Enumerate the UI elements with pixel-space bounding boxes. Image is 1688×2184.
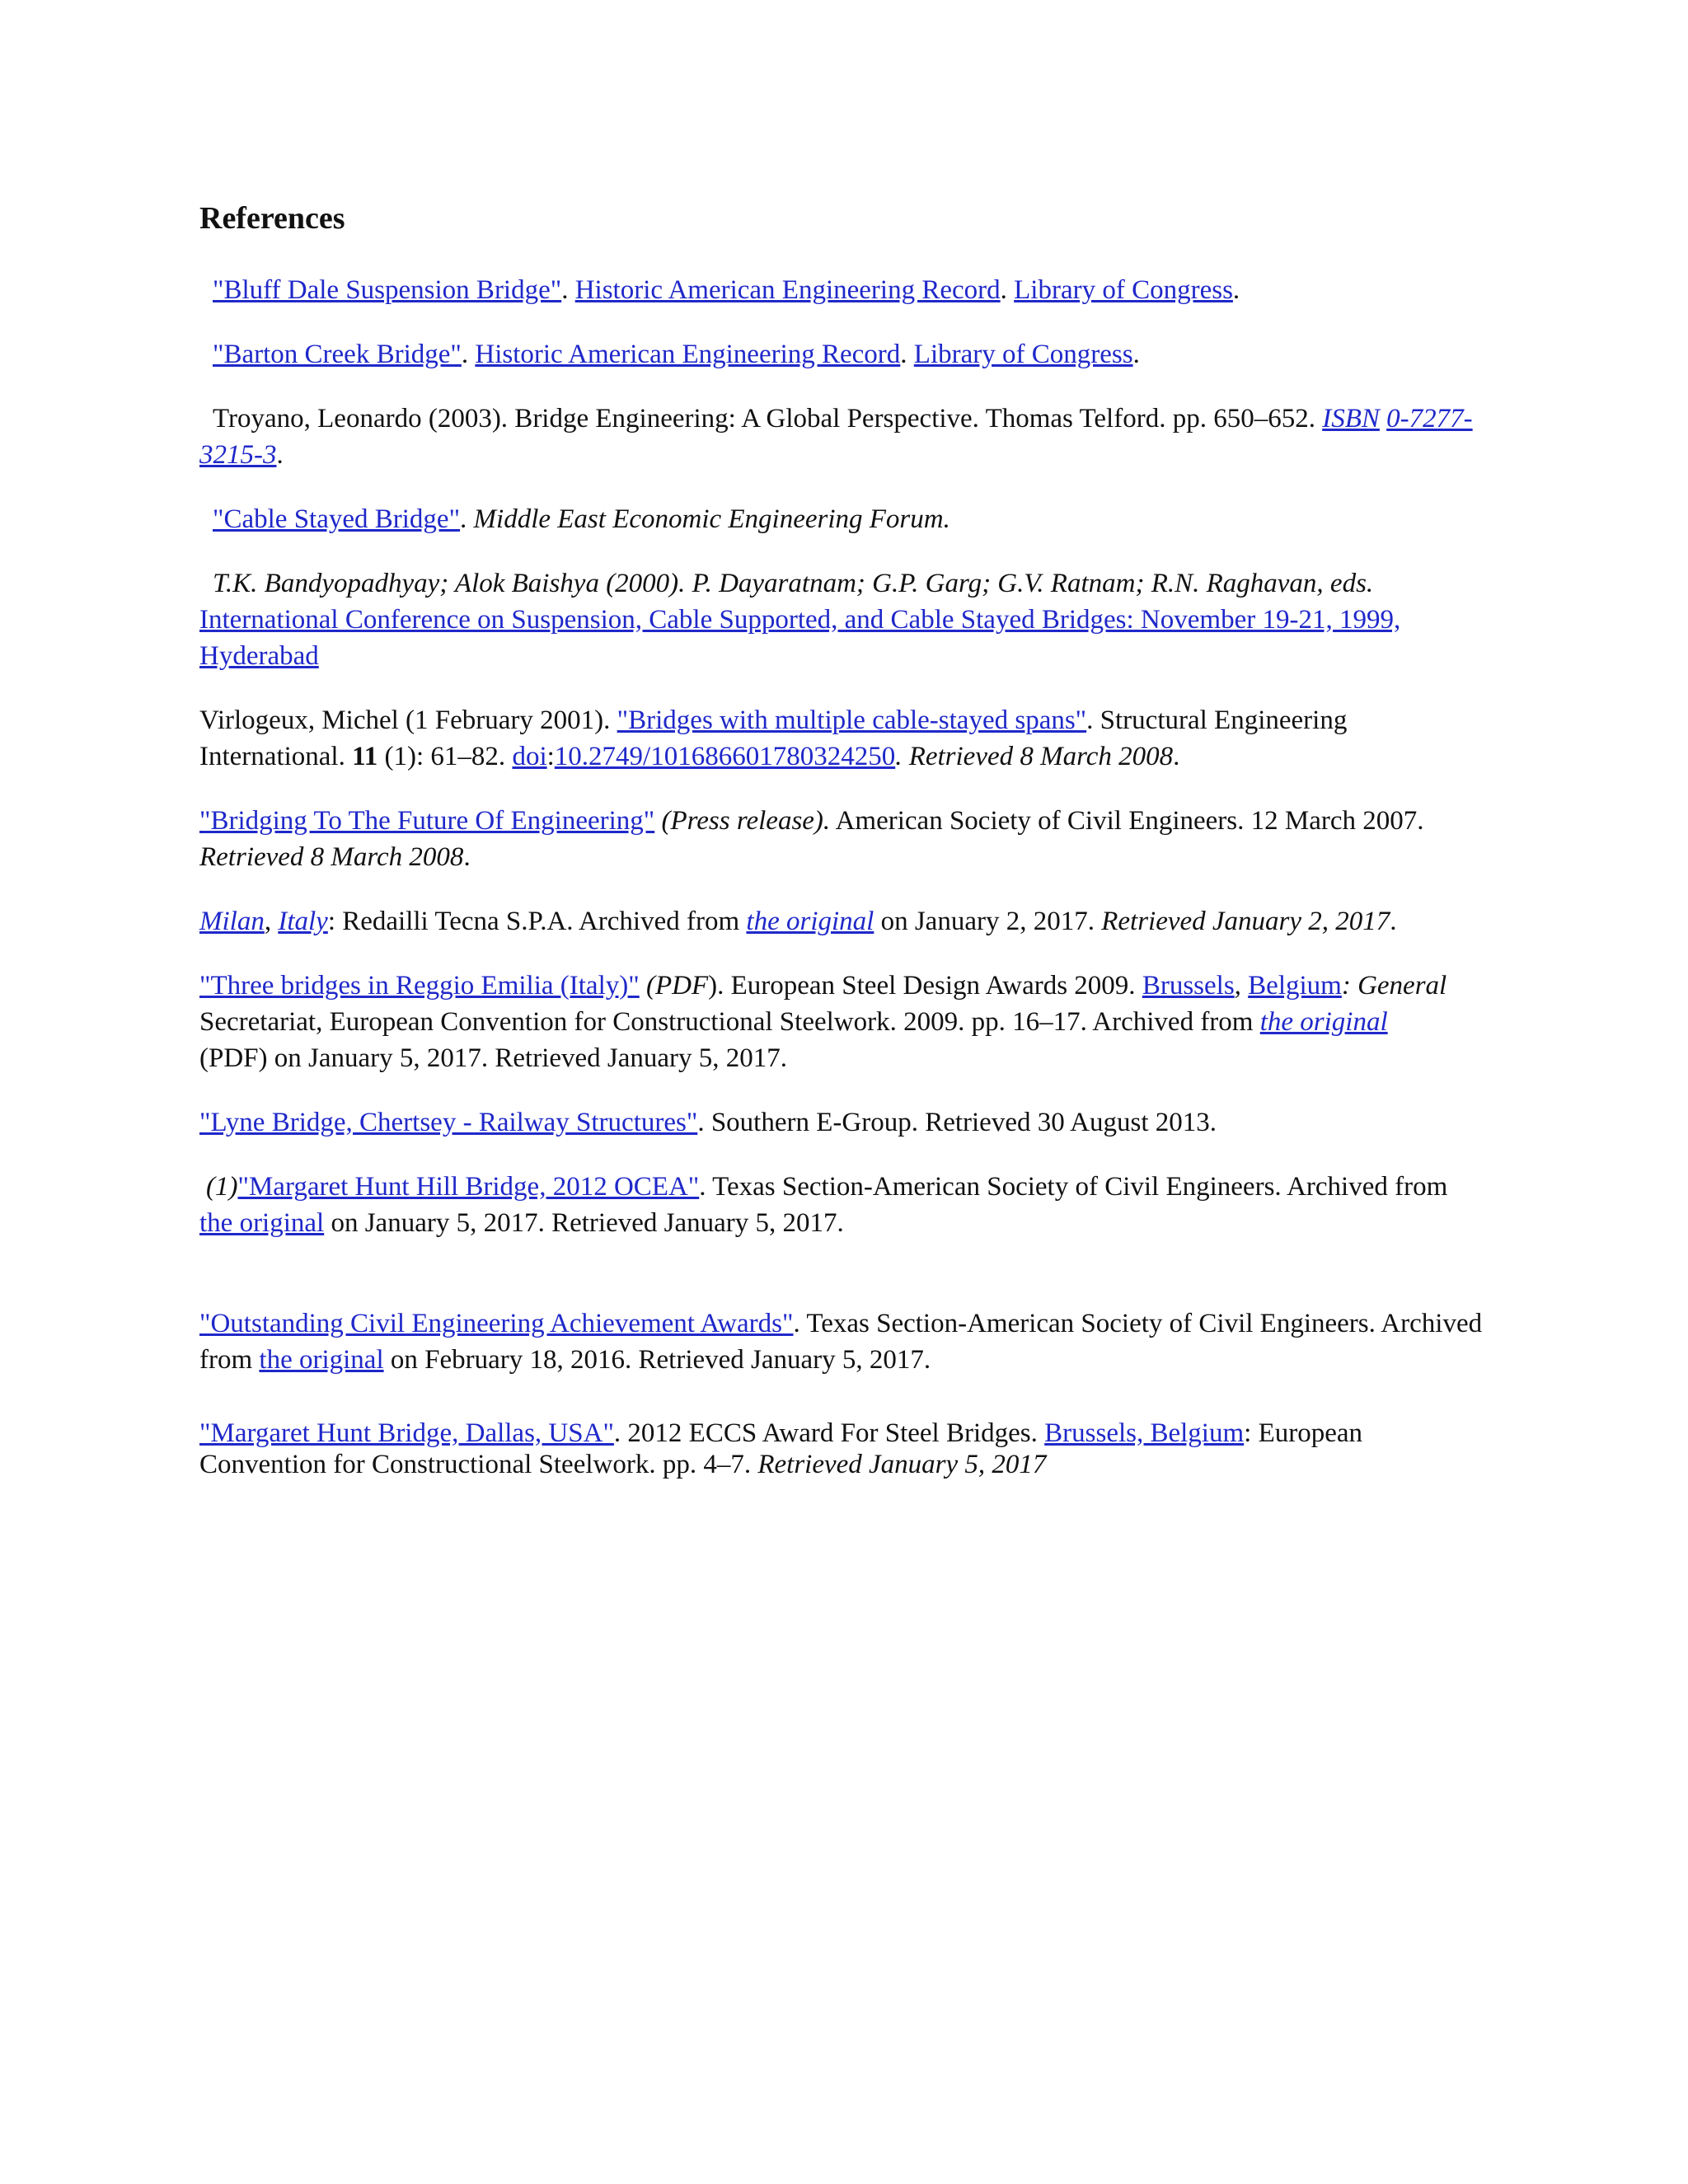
ref-title-link[interactable]: "Bluff Dale Suspension Bridge" xyxy=(213,275,562,305)
ref-format: (PDF xyxy=(639,971,709,1001)
isbn-link[interactable]: 0-7277-3215-3 xyxy=(199,404,1473,470)
ref-text: Troyano, Leonardo (2003). Bridge Engineering: A Global Perspective. Thomas Telford. pp. 650–652. xyxy=(213,404,1323,434)
ref-text: on January 5, 2017. Retrieved January 5, 2017. xyxy=(324,1208,844,1238)
ref-text: . Southern E-Group. Retrieved 30 August 2013. xyxy=(697,1108,1217,1137)
ref-text: : xyxy=(546,742,555,771)
italy-link[interactable]: Italy xyxy=(278,907,328,936)
ref-text: on February 18, 2016. Retrieved January 5, 2017. xyxy=(383,1345,931,1375)
ref-text: Virlogeux, Michel (1 February 2001). xyxy=(199,705,617,735)
ref-title-link[interactable]: "Margaret Hunt Hill Bridge, 2012 OCEA" xyxy=(237,1172,700,1202)
habs-link[interactable]: Historic American Engineering Record xyxy=(574,275,1001,305)
reference-item xyxy=(199,336,1493,373)
ref-text: . xyxy=(1173,742,1180,771)
ref-title-link[interactable]: "Margaret Hunt Bridge, Dallas, USA" xyxy=(199,1418,614,1448)
ref-text: , xyxy=(1234,971,1249,1001)
ref-text: : General xyxy=(1341,971,1447,1001)
ref-text: . 2012 ECCS Award For Steel Bridges. xyxy=(613,1418,1045,1448)
reference-item xyxy=(199,501,1493,537)
ref-text: . Structural Engineering International. xyxy=(199,705,1348,771)
original-link[interactable]: the original xyxy=(746,907,874,936)
ref-retrieved: Retrieved 8 March 2008 xyxy=(199,842,464,872)
reference-item xyxy=(199,1305,1493,1378)
ref-title-link[interactable]: "Bridges with multiple cable-stayed spans" xyxy=(617,705,1087,735)
isbn-label-link[interactable]: ISBN xyxy=(1322,404,1380,434)
ref-text: . xyxy=(900,340,914,369)
ref-retrieved: Retrieved January 2, 2017 xyxy=(1101,907,1390,936)
ref-text: . Texas Section-American Society of Civil Engineers. Archived from xyxy=(199,1309,1483,1375)
ref-title-link[interactable]: "Outstanding Civil Engineering Achievement Awards" xyxy=(199,1309,794,1338)
loc-link[interactable]: Library of Congress xyxy=(1014,275,1233,305)
ref-press: (Press release). xyxy=(654,806,831,836)
ref-text: : Redailli Tecna S.P.A. Archived from xyxy=(327,907,747,936)
ref-text: . xyxy=(1000,275,1015,305)
reference-item xyxy=(199,565,1493,674)
ref-title-link[interactable]: "Bridging To The Future Of Engineering" xyxy=(199,806,655,836)
milan-link[interactable]: Milan xyxy=(199,907,265,936)
ref-text: (1): 61–82. xyxy=(377,742,513,771)
ref-title-link[interactable]: "Lyne Bridge, Chertsey - Railway Structures" xyxy=(199,1108,698,1137)
reference-item xyxy=(199,803,1493,875)
original-link[interactable]: the original xyxy=(199,1208,325,1238)
ref-text: : European Convention for Constructional Steelwork. pp. 4–7. xyxy=(199,1418,1363,1479)
doi-label-link[interactable]: doi xyxy=(512,742,547,771)
ref-title-link[interactable]: "Cable Stayed Bridge" xyxy=(213,504,461,534)
original-link[interactable]: the original xyxy=(259,1345,384,1375)
ref-text: . xyxy=(1232,275,1240,305)
habs-link[interactable]: Historic American Engineering Record xyxy=(475,340,901,369)
ref-text: , xyxy=(264,907,279,936)
reference-item xyxy=(199,1418,1493,1480)
reference-item xyxy=(199,1104,1493,1141)
reference-item xyxy=(199,903,1493,940)
references-heading: References xyxy=(199,201,345,236)
reference-item xyxy=(199,702,1493,775)
ref-text: Secretariat, European Convention for Constructional Steelwork. 2009. pp. 16–17. Archived from xyxy=(199,1007,1260,1037)
belgium-link[interactable]: Belgium xyxy=(1248,971,1342,1001)
ref-title-link[interactable]: "Barton Creek Bridge" xyxy=(213,340,462,369)
ref-title-link[interactable]: "Three bridges in Reggio Emilia (Italy)" xyxy=(199,971,640,1001)
ref-volume: 11 xyxy=(352,742,378,771)
ref-text: . xyxy=(461,340,476,369)
ref-text: . xyxy=(1390,907,1397,936)
reference-item xyxy=(199,401,1493,473)
ref-authors: T.K. Bandyopadhyay; Alok Baishya (2000). P. Dayaratnam; G.P. Garg; G.V. Ratnam; R.N. Raghavan, eds. xyxy=(213,569,1374,598)
ref-text: American Society of Civil Engineers. 12 March 2007. xyxy=(830,806,1424,836)
ref-text: . Texas Section-American Society of Civil Engineers. Archived from xyxy=(699,1172,1448,1202)
ref-retrieved: . Retrieved 8 March 2008 xyxy=(895,742,1174,771)
ref-text: ). European Steel Design Awards 2009. xyxy=(708,971,1142,1001)
doi-link[interactable]: 10.2749/101686601780324250 xyxy=(554,742,896,771)
original-link[interactable]: the original xyxy=(1259,1007,1388,1037)
ref-text: on January 2, 2017. xyxy=(874,907,1102,936)
brussels-link[interactable]: Brussels xyxy=(1142,971,1235,1001)
reference-item xyxy=(199,968,1493,1076)
ref-text: . xyxy=(1132,340,1140,369)
ref-title-link[interactable]: International Conference on Suspension, Cable Supported, and Cable Stayed Bridges: November 19-21, 1999, Hyderabad xyxy=(199,605,1401,671)
ref-text xyxy=(1380,404,1386,434)
ref-venue: Middle East Economic Engineering Forum. xyxy=(473,504,950,534)
ref-retrieved: Retrieved January 5, 2017 xyxy=(757,1450,1047,1479)
ref-text: . xyxy=(276,440,284,470)
ref-text: (PDF) on January 5, 2017. Retrieved January 5, 2017. xyxy=(199,1043,788,1073)
reference-item xyxy=(199,1169,1493,1241)
brussels-belgium-link[interactable]: Brussels, Belgium xyxy=(1044,1418,1245,1448)
reference-item xyxy=(199,272,1493,308)
ref-text: . xyxy=(460,504,474,534)
ref-number: (1) xyxy=(206,1172,238,1202)
loc-link[interactable]: Library of Congress xyxy=(913,340,1133,369)
ref-text: . xyxy=(561,275,575,305)
ref-text: . xyxy=(463,842,471,872)
